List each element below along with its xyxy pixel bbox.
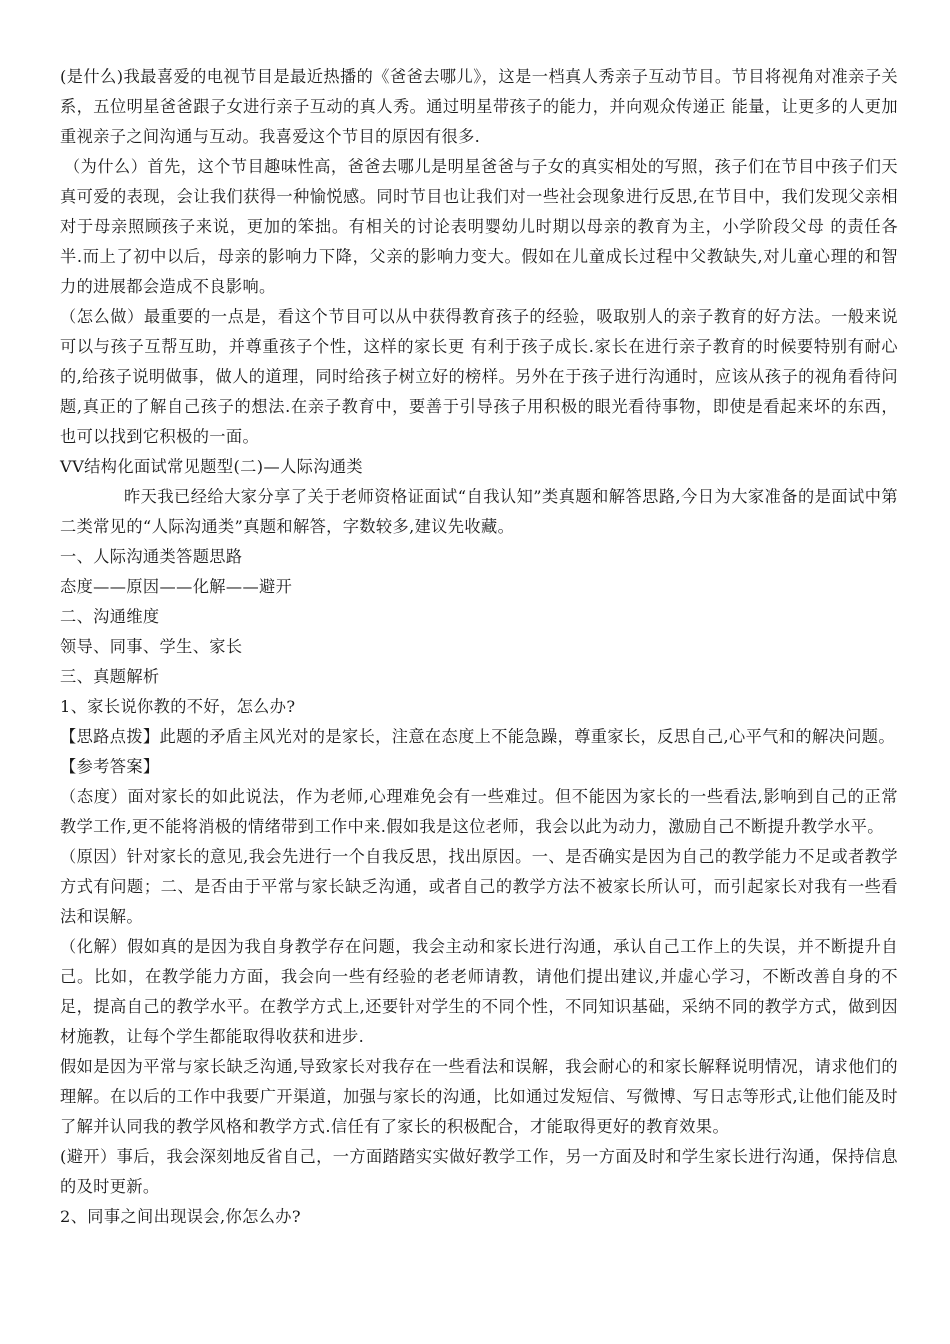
hint-paragraph: 【思路点拨】此题的矛盾主风光对的是家长，注意在态度上不能急躁，尊重家长，反思自己,心平气和的解决问题。 [60,727,895,746]
heading-dimensions: 二、沟通维度 [60,607,160,626]
reference-answer-heading: 【参考答案】 [60,757,160,776]
intro-paragraph: 昨天我已经给大家分享了关于老师资格证面试“自我认知”类真题和解答思路,今日为大家准备的是面试中第二类常见的“人际沟通类”真题和解答，字数较多,建议先收藏。 [60,487,898,536]
dimensions-list: 领导、同事、学生、家长 [60,637,243,656]
section-title: VV结构化面试常见题型(二)—人际沟通类 [60,457,364,476]
question-1: 1、家长说你教的不好，怎么办? [60,697,296,716]
document-body [60,62,898,1232]
question-2: 2、同事之间出现误会,你怎么办? [60,1207,301,1226]
answer-attitude: （态度）面对家长的如此说法，作为老师,心理难免会有一些难过。但不能因为家长的一些看法,影响到自己的正常教学工作,更不能将消极的情绪带到工作中来.假如我是这位老师，我会以此为动力，激励自己不断提升教学水平。 [60,787,898,836]
paragraph-what: (是什么)我最喜爱的电视节目是最近热播的《爸爸去哪儿》，这是一档真人秀亲子互动节目。节目将视角对准亲子关系，五位明星爸爸跟子女进行亲子互动的真人秀。通过明星带孩子的能力，并向观众传递正 能量，让更多的人更加重视亲子之间沟通与互动。我喜爱这个节目的原因有很多. [60,67,898,146]
paragraph-how: （怎么做）最重要的一点是，看这个节目可以从中获得教育孩子的经验，吸取别人的亲子教育的好方法。一般来说可以与孩子互帮互助，并尊重孩子个性，这样的家长更 有利于孩子成长.家长在进行亲子教育的时候要特别有耐心的,给孩子说明做事，做人的道理，同时给孩子树立好的榜样。另外在于孩子进行沟通时，应该从孩子的视角看待问题,真正的了解自己孩子的想法.在亲子教育中，要善于引导孩子用积极的眼光看待事物，即使是看起来坏的东西，也可以找到它积极的一面。 [60,307,898,446]
approach-steps: 态度——原因——化解——避开 [60,577,293,596]
answer-resolve-continued: 假如是因为平常与家长缺乏沟通,导致家长对我存在一些看法和误解，我会耐心的和家长解释说明情况，请求他们的理解。在以后的工作中我要广开渠道，加强与家长的沟通，比如通过发短信、写微博、写日志等形式,让他们能及时了解并认同我的教学风格和教学方式.信任有了家长的积极配合，才能取得更好的教育效果。 [60,1057,898,1136]
answer-reason: （原因）针对家长的意见,我会先进行一个自我反思，找出原因。一、是否确实是因为自己的教学能力不足或者教学方式有问题；二、是否由于平常与家长缺乏沟通，或者自己的教学方法不被家长所认可，而引起家长对我有一些看法和误解。 [60,847,898,926]
answer-avoid: (避开）事后，我会深刻地反省自己，一方面踏踏实实做好教学工作，另一方面及时和学生家长进行沟通，保持信息的及时更新。 [60,1147,898,1196]
heading-analysis: 三、真题解析 [60,667,160,686]
paragraph-why: （为什么）首先，这个节目趣味性高，爸爸去哪儿是明星爸爸与子女的真实相处的写照，孩子们在节目中孩子们天真可爱的表现，会让我们获得一种愉悦感。同时节目也让我们对一些社会现象进行反思,在节目中，我们发现父亲相对于母亲照顾孩子来说，更加的笨拙。有相关的讨论表明婴幼儿时期以母亲的教育为主，小学阶段父母 的责任各半.而上了初中以后，母亲的影响力下降，父亲的影响力变大。假如在儿童成长过程中父教缺失,对儿童心理的和智力的进展都会造成不良影响。 [60,157,898,296]
answer-resolve: （化解）假如真的是因为我自身教学存在问题，我会主动和家长进行沟通，承认自己工作上的失误，并不断提升自己。比如，在教学能力方面，我会向一些有经验的老老师请教，请他们提出建议,并虚心学习，不断改善自身的不足，提高自己的教学水平。在教学方式上,还要针对学生的不同个性，不同知识基础，采纳不同的教学方式，做到因材施教，让每个学生都能取得收获和进步. [60,937,898,1046]
heading-answer-approach: 一、人际沟通类答题思路 [60,547,243,566]
